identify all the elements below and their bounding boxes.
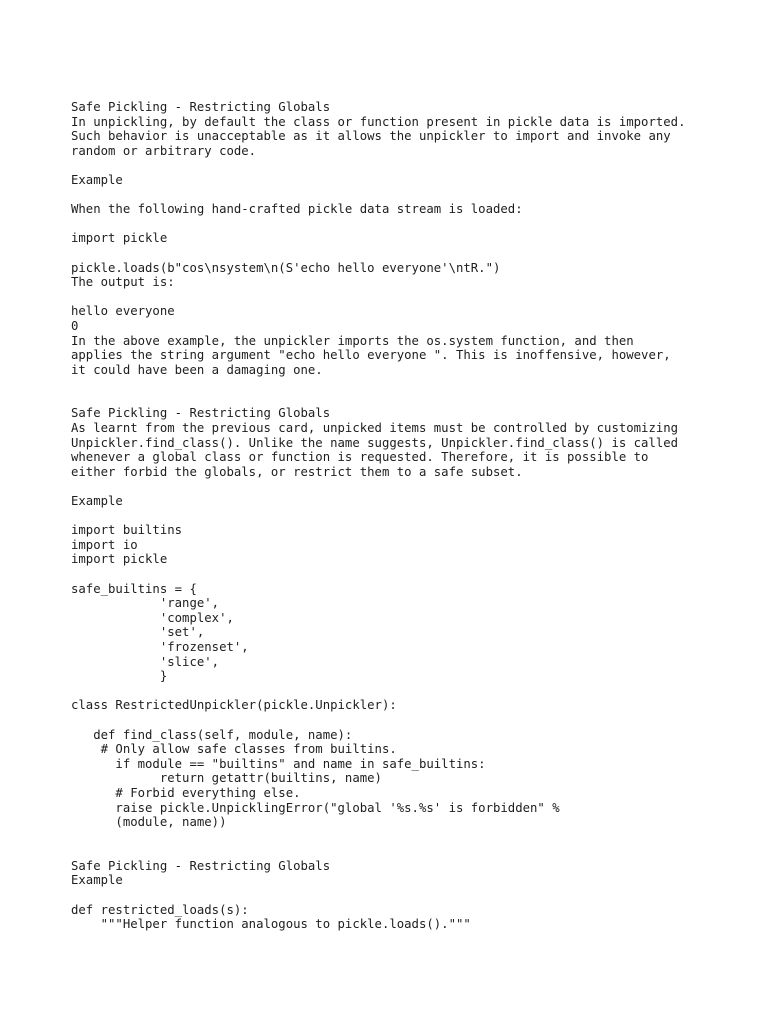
blank-line	[71, 830, 761, 845]
text-line: Example	[71, 172, 123, 187]
text-line: 'frozenset',	[71, 639, 249, 654]
text-line: As learnt from the previous card, unpicked items must be controlled by customizing	[71, 421, 679, 436]
text-line: Such behavior is unacceptable as it allows the unpickler to import and invoke any	[71, 129, 671, 144]
text-line: class RestrictedUnpickler(pickle.Unpickler):	[71, 698, 397, 713]
blank-line	[71, 509, 761, 524]
text-line: Example	[71, 873, 123, 888]
text-line: Example	[71, 494, 123, 509]
text-line: 0	[71, 318, 79, 333]
text-line: import pickle	[71, 552, 168, 567]
text-line: The output is:	[71, 275, 175, 290]
text-line: return getattr(builtins, name)	[71, 771, 382, 786]
text-line: applies the string argument "echo hello everyone ". This is inoffensive, however,	[71, 348, 671, 363]
text-line: safe_builtins = {	[71, 581, 197, 596]
document-body	[71, 100, 761, 932]
text-line: import builtins	[71, 523, 183, 538]
text-line: In the above example, the unpickler imports the os.system function, and then	[71, 333, 634, 348]
text-line: 'range',	[71, 596, 220, 611]
blank-line	[71, 246, 761, 261]
text-line: hello everyone	[71, 304, 175, 319]
text-line: either forbid the globals, or restrict them to a safe subset.	[71, 464, 523, 479]
text-line: import pickle	[71, 231, 168, 246]
blank-line	[71, 684, 761, 699]
blank-line	[71, 888, 761, 903]
text-line: 'set',	[71, 625, 205, 640]
text-line: # Forbid everything else.	[71, 785, 301, 800]
text-line: # Only allow safe classes from builtins.	[71, 742, 397, 757]
text-line: random or arbitrary code.	[71, 143, 257, 158]
text-line: Unpickler.find_class(). Unlike the name suggests, Unpickler.find_class() is called	[71, 435, 679, 450]
blank-line	[71, 377, 761, 392]
text-line: Safe Pickling - Restricting Globals	[71, 858, 331, 873]
text-line: import io	[71, 537, 138, 552]
text-line: raise pickle.UnpicklingError("global '%s.%s' is forbidden" %	[71, 800, 560, 815]
text-line: if module == "builtins" and name in safe_builtins:	[71, 756, 486, 771]
text-line: }	[71, 669, 168, 684]
blank-line	[71, 567, 761, 582]
blank-line	[71, 217, 761, 232]
text-line: Safe Pickling - Restricting Globals	[71, 406, 331, 421]
text-line: When the following hand-crafted pickle data stream is loaded:	[71, 202, 523, 217]
text-line: whenever a global class or function is requested. Therefore, it is possible to	[71, 450, 649, 465]
text-line: (module, name))	[71, 815, 227, 830]
blank-line	[71, 158, 761, 173]
text-line: 'complex',	[71, 610, 234, 625]
text-line: def restricted_loads(s):	[71, 902, 249, 917]
blank-line	[71, 479, 761, 494]
blank-line	[71, 188, 761, 203]
blank-line	[71, 392, 761, 407]
text-line: def find_class(self, module, name):	[71, 727, 353, 742]
text-line: In unpickling, by default the class or function present in pickle data is imported.	[71, 114, 686, 129]
text-line: pickle.loads(b"cos\nsystem\n(S'echo hello everyone'\ntR.")	[71, 260, 501, 275]
blank-line	[71, 844, 761, 859]
blank-line	[71, 713, 761, 728]
text-line: it could have been a damaging one.	[71, 362, 323, 377]
blank-line	[71, 290, 761, 305]
text-line: """Helper function analogous to pickle.loads()."""	[71, 917, 471, 932]
text-line: 'slice',	[71, 654, 220, 669]
text-line: Safe Pickling - Restricting Globals	[71, 100, 331, 114]
